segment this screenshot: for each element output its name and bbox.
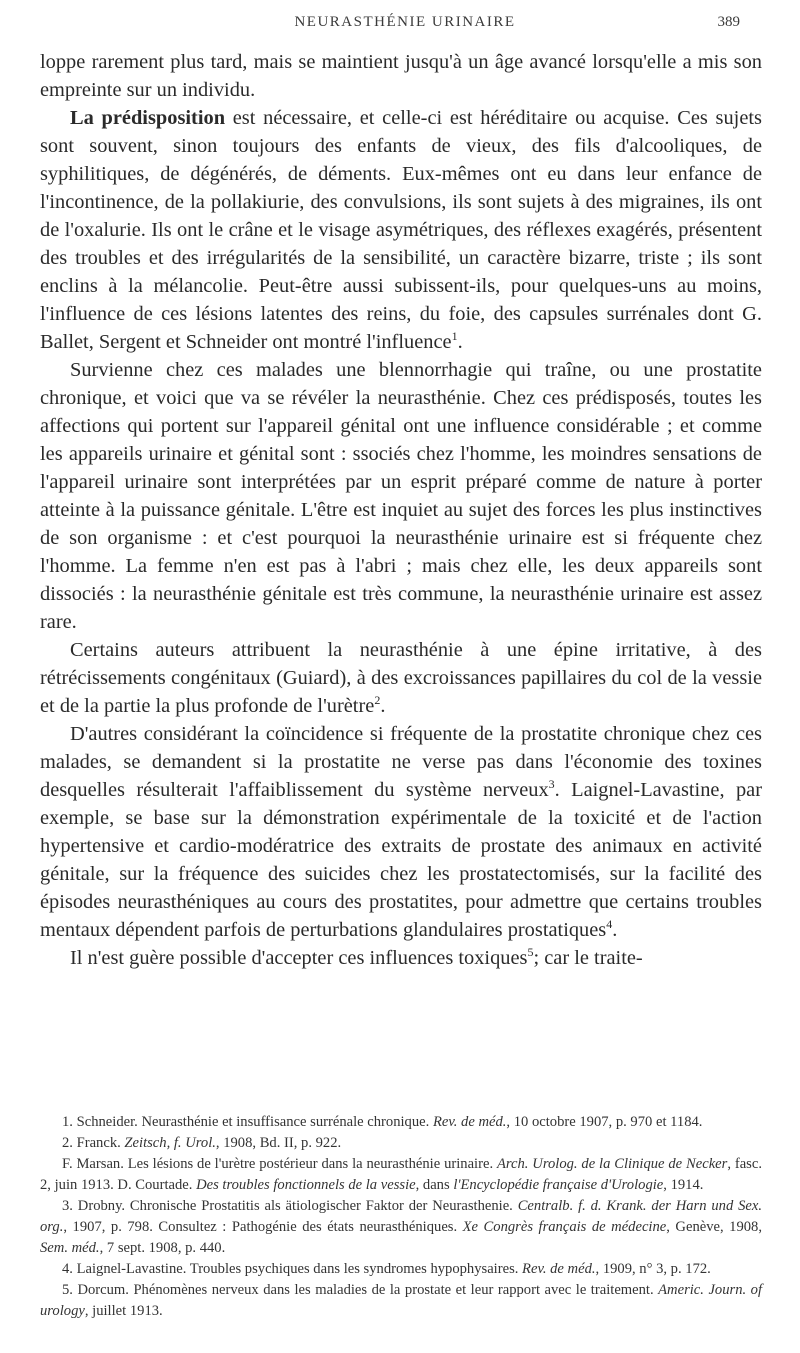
- footnote-3-date: , 7 sept. 1908, p. 440.: [99, 1240, 226, 1256]
- running-title: NEURASTHÉNIE URINAIRE: [294, 14, 516, 30]
- paragraph-5-end: .: [612, 919, 618, 941]
- footnote-3-journal: Centralb. f. d. Krank. der Harn und Sex. org.: [40, 1198, 762, 1235]
- footnote-ref-4[interactable]: 4: [606, 917, 613, 932]
- footnotes: [40, 1112, 762, 1322]
- footnote-4: [40, 1259, 762, 1280]
- footnote-5-details: , juillet 1913.: [84, 1303, 163, 1319]
- footnote-ref-3[interactable]: 3: [548, 777, 555, 792]
- footnote-3-text: 3. Drobny. Chronische Prostatitis als ätiologischer Faktor der Neurasthenie.: [62, 1198, 518, 1214]
- paragraph-2-text: est nécessaire, et celle-ci est héréditaire ou acquise. Ces sujets sont souvent, sinon toujours des enfants de vieux, des fils d'alcooliques, de syphilitiques, de dégénérés, de déments. Eux-mêmes ont eu dans leur enfance de l'incontinence, de la pollakiurie, des convulsions, ils sont sujets à des migraines, ils ont de l'oxalurie. Ils ont le crâne et le visage asymétriques, des réflexes exagérés, présentent des troubles et des irrégularités de la sensibilité, un caractère bizarre, triste ; ils sont enclins à la mélancolie. Peut-être aussi subissent-ils, pour quelques-uns au moins, l'influence de ces lésions latentes des reins, du foie, des capsules surrénales dont G. Ballet, Sergent et Schneider ont montré l'influence: [40, 107, 762, 353]
- footnote-2-cont: [40, 1154, 762, 1196]
- paragraph-4-end: .: [380, 695, 386, 717]
- footnote-ref-2[interactable]: 2: [374, 693, 381, 708]
- paragraph-5: [40, 720, 762, 944]
- footnote-5-journal: Americ. Journ. of urology: [40, 1282, 763, 1319]
- paragraph-6: [40, 944, 762, 972]
- footnote-3-sem: Sem. méd.: [40, 1240, 100, 1256]
- footnote-3: [40, 1196, 762, 1259]
- footnote-1-journal: Rev. de méd.: [432, 1114, 507, 1130]
- footnote-ref-5[interactable]: 5: [527, 945, 534, 960]
- footnote-5-text: 5. Dorcum. Phénomènes nerveux dans les maladies de la prostate et leur rapport avec le traitement.: [62, 1282, 659, 1298]
- paragraph-5-text-b: . Laignel-Lavastine, par exemple, se base sur la démonstration expérimentale de la toxicité et de l'action hypertensive et cardio-modératrice des extraits de prostate des animaux en activité génitale, sur la fréquence des suicides chez les prostatectomisés, sur la facilité des épisodes neurasthéniques au cours des prostatites, pour admettre que certains troubles mentaux dépendent parfois de perturbations glandulaires prostatiques: [40, 779, 762, 941]
- footnote-2b-journal: Arch. Urolog. de la Clinique de Necker: [496, 1156, 728, 1172]
- footnote-2-journal: Zeitsch, f. Urol.: [124, 1135, 216, 1151]
- page-number: 389: [717, 14, 740, 30]
- paragraph-6-text-b: ; car le traite-: [533, 947, 643, 969]
- footnote-4-text: 4. Laignel-Lavastine. Troubles psychiques dans les syndromes hypophysaires.: [62, 1261, 523, 1277]
- footnote-2b-details: , fasc. 2, juin 1913. D. Courtade.: [40, 1156, 762, 1193]
- footnote-2-text: 2. Franck.: [62, 1135, 125, 1151]
- paragraph-6-text-a: Il n'est guère possible d'accepter ces influences toxiques: [70, 947, 528, 969]
- page-header: [70, 14, 740, 42]
- footnote-3-place: , Genève, 1908,: [666, 1219, 762, 1235]
- paragraph-1: loppe rarement plus tard, mais se maintient jusqu'à un âge avancé lorsqu'elle a mis son empreinte sur un individu.: [40, 51, 762, 101]
- footnote-1: [40, 1112, 762, 1133]
- footnote-5: [40, 1280, 762, 1322]
- paragraph-5-text-a: D'autres considérant la coïncidence si fréquente de la prostatite chronique chez ces malades, se demandent si la prostatite ne verse pas dans l'économie des toxines desquelles résulterait l'affaiblissement du système nerveux: [40, 723, 762, 801]
- paragraph-3: Survienne chez ces malades une blennorrhagie qui traîne, ou une prostatite chronique, et voici que va se révéler la neurasthénie. Chez ces prédisposés, toutes les affections qui portent sur l'appareil génital ont une influence considérable ; et comme les appareils urinaire et génital sont : ssociés chez l'homme, les moindres sensations de l'appareil urinaire sont interprétées par un esprit préparé comme de nature à porter atteinte à la puissance génitale. L'être est inquiet au sujet des forces les plus instinctives de son organisme : et c'est pourquoi la neurasthénie urinaire est si fréquente chez l'homme. La femme n'en est pas à l'abri ; mais chez elle, les deux appareils sont dissociés : la neurasthénie génitale est très commune, la neurasthénie urinaire est assez rare.: [40, 359, 762, 633]
- paragraph-2: [40, 104, 762, 356]
- footnote-3-details: , 1907, p. 798. Consultez : Pathogénie des états neurasthéniques.: [63, 1219, 463, 1235]
- term-predisposition: La prédisposition: [70, 107, 226, 129]
- footnote-3-congress: Xe Congrès français de médecine: [462, 1219, 667, 1235]
- footnote-1-details: , 10 octobre 1907, p. 970 et 1184.: [506, 1114, 703, 1130]
- footnote-2: [40, 1133, 762, 1154]
- footnote-ref-1[interactable]: 1: [451, 329, 458, 344]
- main-text: [40, 48, 762, 972]
- footnote-4-details: , 1909, n° 3, p. 172.: [595, 1261, 711, 1277]
- footnote-2b-text: F. Marsan. Les lésions de l'urètre postérieur dans la neurasthénie urinaire.: [62, 1156, 497, 1172]
- paragraph-2-end: .: [457, 331, 463, 353]
- footnote-2b-title: Des troubles fonctionnels de la vessie: [196, 1177, 416, 1193]
- footnote-1-text: 1. Schneider. Neurasthénie et insuffisance surrénale chronique.: [62, 1114, 433, 1130]
- footnote-2b-encyclopedia: l'Encyclopédie française d'Urologie: [453, 1177, 664, 1193]
- footnote-4-journal: Rev. de méd.: [522, 1261, 596, 1277]
- paragraph-4-text: Certains auteurs attribuent la neurasthénie à une épine irritative, à des rétrécissements congénitaux (Guiard), à des excroissances papillaires du col de la vessie et de la partie la plus profonde de l'urètre: [40, 639, 762, 717]
- footnote-2-details: , 1908, Bd. II, p. 922.: [215, 1135, 342, 1151]
- footnote-2b-join: , dans: [415, 1177, 454, 1193]
- footnote-2b-year: , 1914.: [663, 1177, 704, 1193]
- paragraph-4: [40, 636, 762, 720]
